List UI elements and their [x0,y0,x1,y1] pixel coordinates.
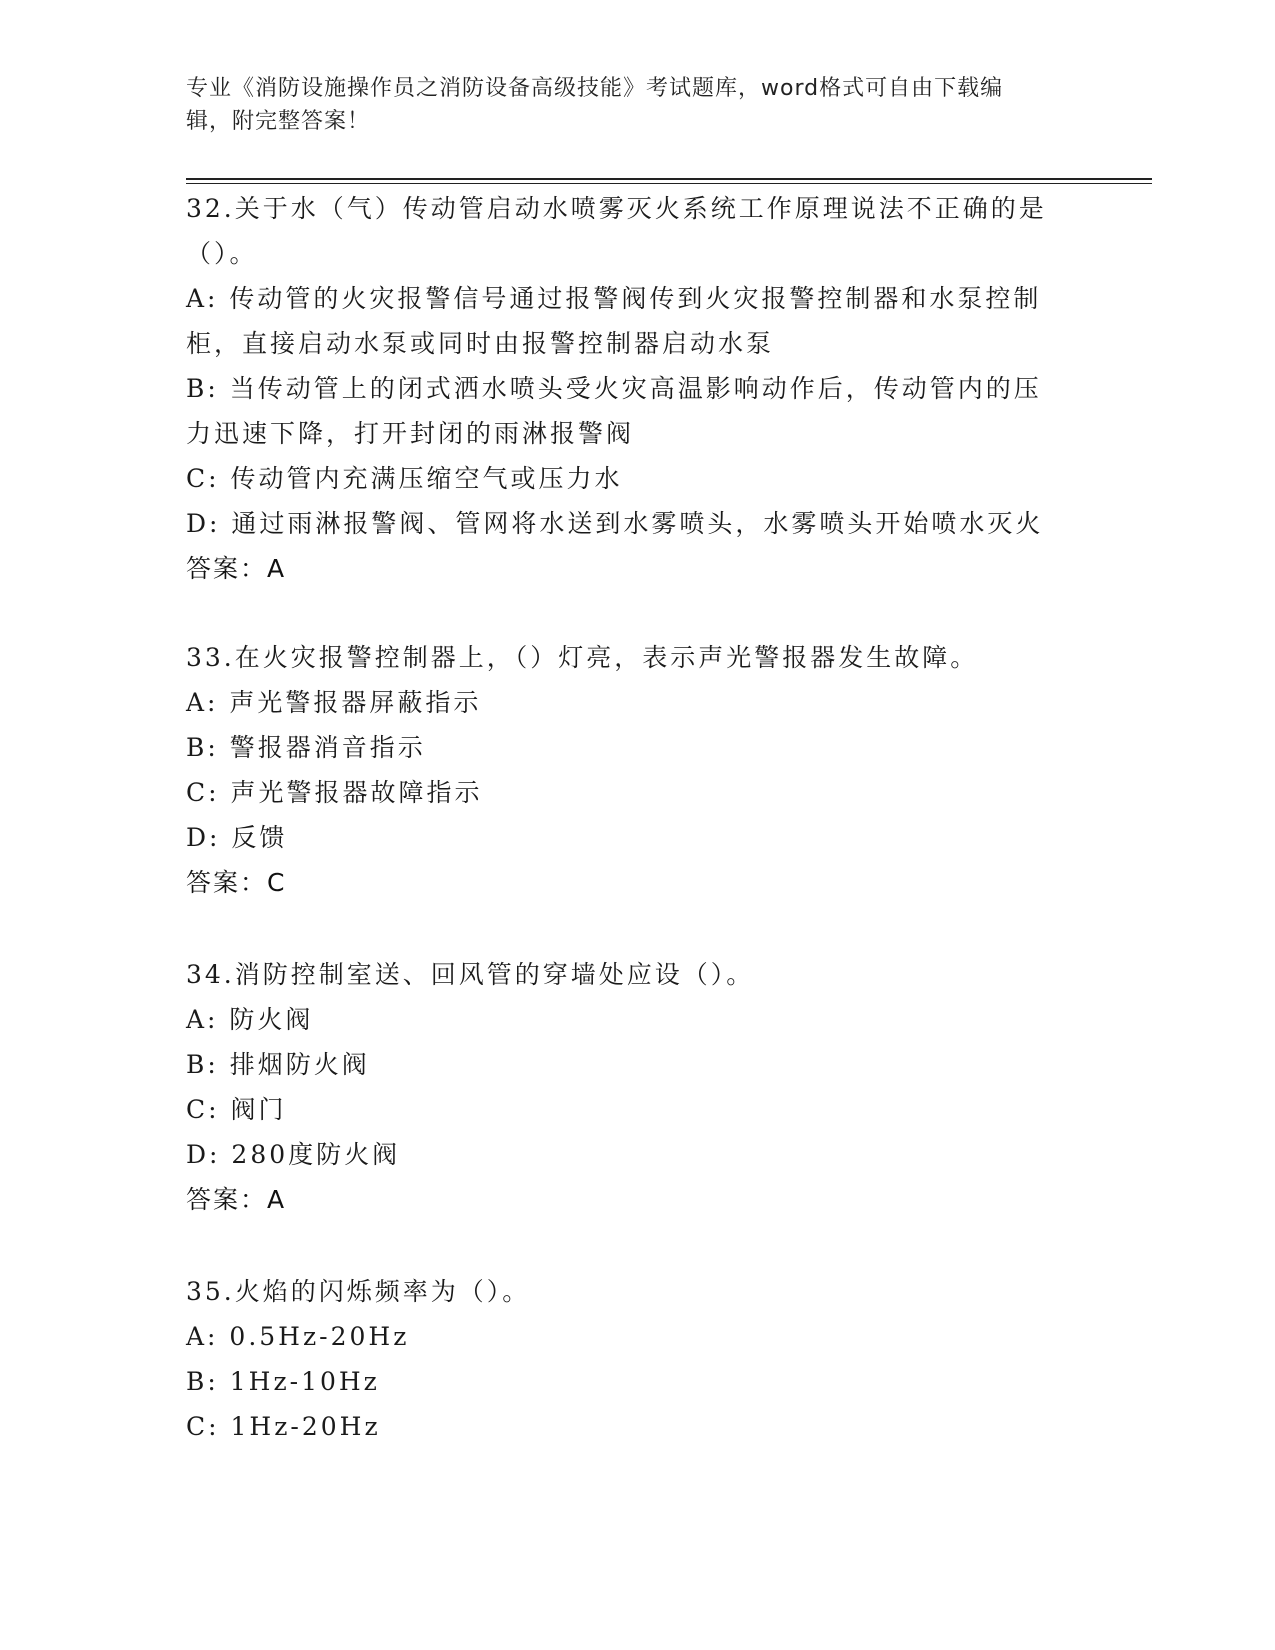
answer: 答案：A [186,1185,287,1214]
option-c: C: 阀门 [186,1095,287,1124]
option-b: B: 1Hz-10Hz [186,1367,380,1396]
answer: 答案：A [186,554,287,583]
option-b: B: 警报器消音指示 [186,733,426,762]
option-d: D: 280度防火阀 [186,1140,401,1169]
question-35 [186,1269,1086,1449]
option-b: B: 排烟防火阀 [186,1050,370,1079]
option-a: A: 防火阀 [186,1005,314,1034]
question-stem: 32.关于水（气）传动管启动水喷雾灭火系统工作原理说法不正确的是 [186,194,1047,223]
option-d: D: 反馈 [186,823,288,852]
option-c: C: 传动管内充满压缩空气或压力水 [186,464,623,493]
option-a: A: 0.5Hz-20Hz [186,1322,410,1351]
question-33 [186,635,1086,905]
question-stem: 33.在火灾报警控制器上，（）灯亮，表示声光警报器发生故障。 [186,643,979,672]
option-b: B: 当传动管上的闭式洒水喷头受火灾高温影响动作后，传动管内的压 [186,374,1042,403]
answer: 答案：C [186,868,287,897]
question-stem: （）。 [186,239,258,268]
question-stem: 35.火焰的闪烁频率为（）。 [186,1277,531,1306]
header-line-1: 专业《消防设施操作员之消防设备高级技能》考试题库，word格式可自由下载编 [186,76,1004,101]
option-c: C: 1Hz-20Hz [186,1412,381,1441]
header-line-2: 辑，附完整答案！ [186,109,371,134]
question-34 [186,952,1086,1222]
option-b-cont: 力迅速下降，打开封闭的雨淋报警阀 [186,419,635,448]
document-header [186,72,1086,138]
option-d: D: 通过雨淋报警阀、管网将水送到水雾喷头，水雾喷头开始喷水灭火 [186,509,1044,538]
option-a-cont: 柜，直接启动水泵或同时由报警控制器启动水泵 [186,329,775,358]
option-a: A: 声光警报器屏蔽指示 [186,688,482,717]
header-divider-thick [186,178,1152,180]
option-c: C: 声光警报器故障指示 [186,778,483,807]
option-a: A: 传动管的火灾报警信号通过报警阀传到火灾报警控制器和水泵控制 [186,284,1042,313]
question-32 [186,186,1086,591]
header-divider-thin [186,183,1152,184]
question-stem: 34.消防控制室送、回风管的穿墙处应设（）。 [186,960,755,989]
